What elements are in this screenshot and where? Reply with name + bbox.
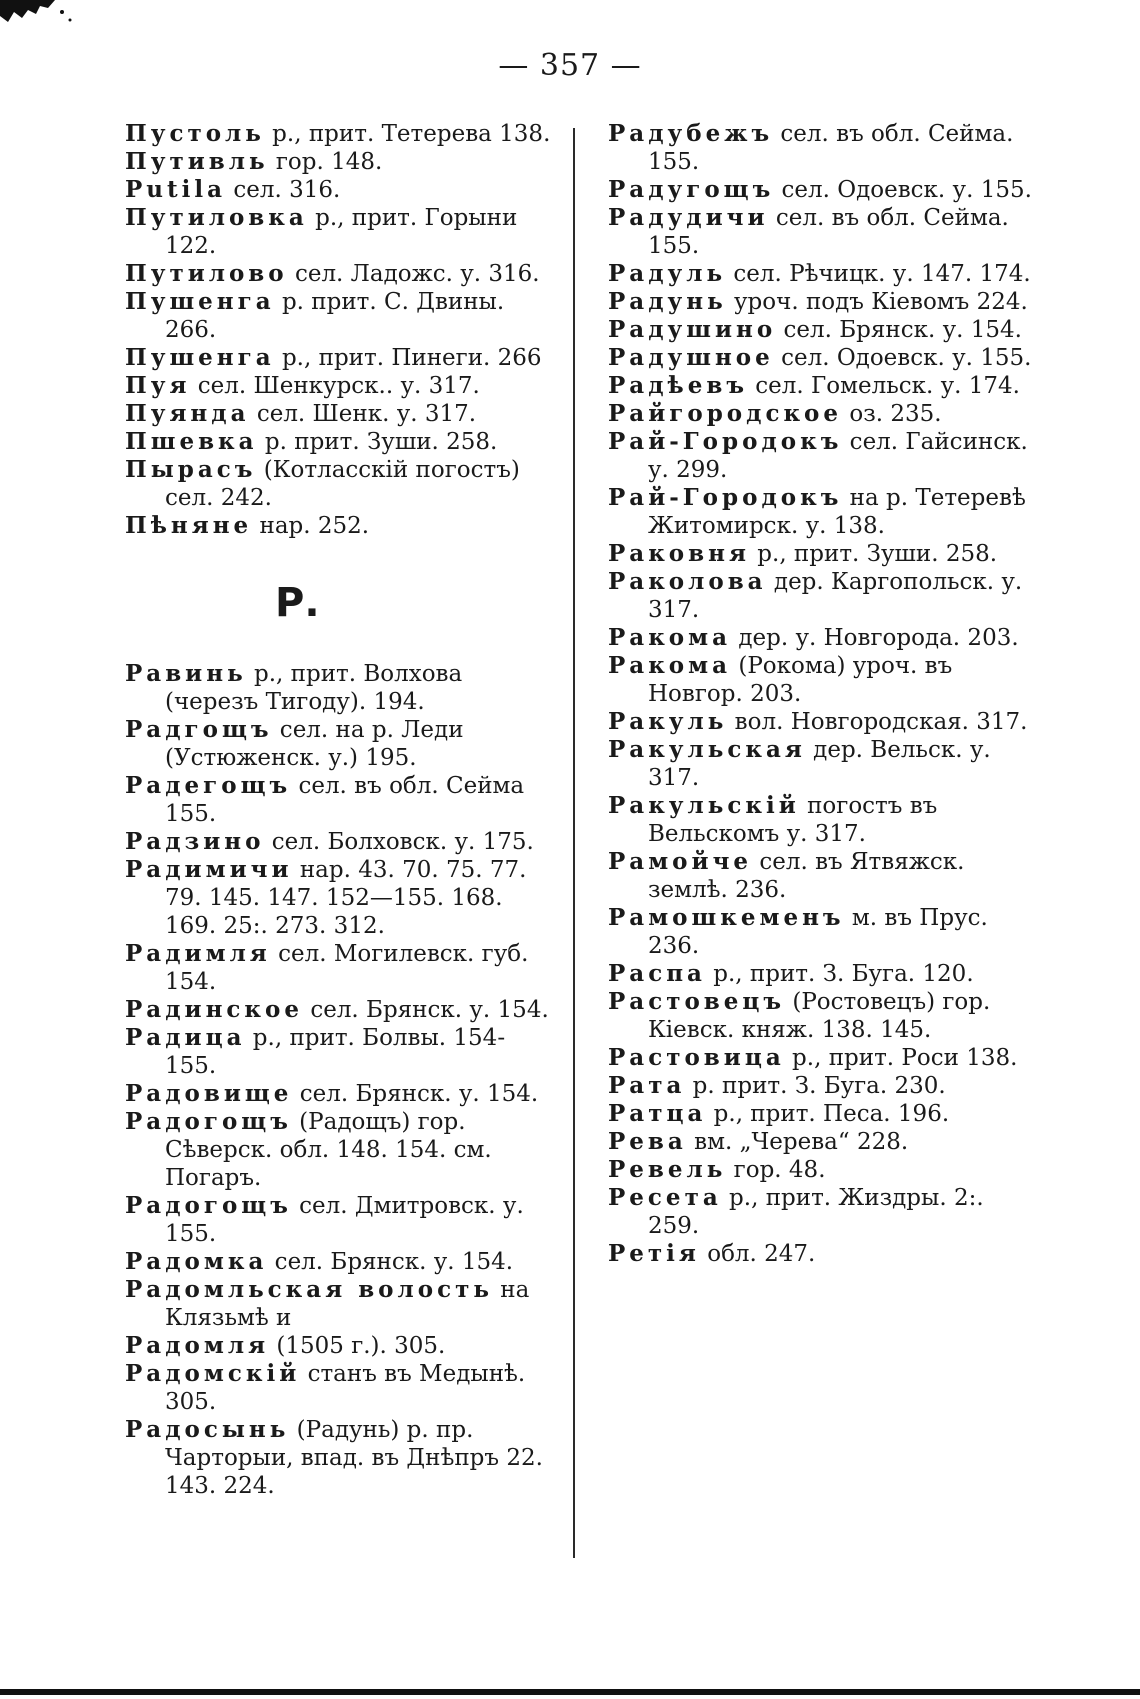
index-entry bbox=[125, 176, 555, 204]
headword: Радогощъ bbox=[125, 1192, 292, 1219]
entry-text: (1505 г.). 305. bbox=[269, 1333, 446, 1359]
index-entry bbox=[125, 1024, 555, 1080]
headword: Радогощъ bbox=[125, 1108, 292, 1135]
entry-text: сел. Гайсинск. у. 299. bbox=[648, 429, 1028, 483]
headword: Радзино bbox=[125, 828, 265, 855]
ink-blot bbox=[0, 0, 90, 40]
index-entry bbox=[608, 1072, 1038, 1100]
headword: Putila bbox=[125, 176, 227, 203]
entry-text: сел. Брянск. у. 154. bbox=[292, 1081, 539, 1107]
entry-text: р., прит. Песа. 196. bbox=[706, 1101, 950, 1127]
headword: Равинь bbox=[125, 660, 247, 687]
index-entry bbox=[608, 204, 1038, 260]
headword: Радушино bbox=[608, 316, 777, 343]
headword: Раколова bbox=[608, 568, 767, 595]
headword: Радимичи bbox=[125, 856, 293, 883]
index-entry bbox=[608, 652, 1038, 708]
headword: Радица bbox=[125, 1024, 246, 1051]
index-entry bbox=[608, 988, 1038, 1044]
index-entry bbox=[608, 1044, 1038, 1072]
headword: Радомка bbox=[125, 1248, 268, 1275]
entry-text: станъ въ Медынѣ. 305. bbox=[165, 1361, 526, 1415]
headword: Раковня bbox=[608, 540, 750, 567]
headword: Путивль bbox=[125, 148, 269, 175]
headword: Пушенга bbox=[125, 344, 275, 371]
entry-text: (Ростовецъ) гор. Кіевск. княж. 138. 145. bbox=[648, 989, 991, 1043]
entry-text: сел. Шенк. у. 317. bbox=[249, 401, 477, 427]
headword: Пушенга bbox=[125, 288, 275, 315]
entry-text: р. прит. Зуши. 258. bbox=[257, 429, 498, 455]
index-entry bbox=[608, 316, 1038, 344]
section-heading: Р. bbox=[275, 580, 320, 626]
index-entry bbox=[608, 400, 1038, 428]
entries-p-group bbox=[125, 120, 555, 540]
headword: Радунь bbox=[608, 288, 727, 315]
headword: Ракома bbox=[608, 652, 732, 679]
column-divider bbox=[573, 128, 575, 1558]
index-entry bbox=[608, 484, 1038, 540]
entry-text: р. прит. З. Буга. 230. bbox=[685, 1073, 946, 1099]
index-entry bbox=[125, 856, 555, 940]
index-entry bbox=[608, 624, 1038, 652]
headword: Ревель bbox=[608, 1156, 727, 1183]
entry-text: оз. 235. bbox=[842, 401, 942, 427]
index-entry bbox=[125, 1360, 555, 1416]
entry-text: на р. Тетеревѣ Житомирск. у. 138. bbox=[648, 485, 1026, 539]
index-entry bbox=[608, 1240, 1038, 1268]
headword: Ракуль bbox=[608, 708, 728, 735]
headword: Радгощъ bbox=[125, 716, 273, 743]
index-entry bbox=[608, 372, 1038, 400]
entry-text: (Радощъ) гор. Сѣверск. обл. 148. 154. см. Погаръ. bbox=[165, 1109, 492, 1191]
entry-text: р., прит. Пинеги. 266 bbox=[274, 345, 542, 371]
index-entry bbox=[608, 904, 1038, 960]
entry-text: дер. у. Новгорода. 203. bbox=[731, 625, 1019, 651]
entry-text: сел. Гомельск. у. 174. bbox=[747, 373, 1020, 399]
entry-text: (Котласскій погостъ) сел. 242. bbox=[165, 457, 520, 511]
headword: Растовецъ bbox=[608, 988, 786, 1015]
index-entry bbox=[125, 512, 555, 540]
index-entry bbox=[608, 428, 1038, 484]
entry-text: погостъ въ Вельскомъ у. 317. bbox=[648, 793, 938, 847]
entry-text: р., прит. З. Буга. 120. bbox=[705, 961, 974, 987]
headword: Пѣняне bbox=[125, 512, 253, 539]
headword: Радушное bbox=[608, 344, 774, 371]
entry-text: сел. Одоевск. у. 155. bbox=[773, 345, 1032, 371]
entry-text: дер. Вельск. у. 317. bbox=[648, 737, 991, 791]
index-entry bbox=[608, 792, 1038, 848]
entry-text: вол. Новгородская. 317. bbox=[727, 709, 1028, 735]
headword: Радовище bbox=[125, 1080, 293, 1107]
headword: Рай-Городокъ bbox=[608, 428, 843, 455]
entry-text: сел. Брянск. у. 154. bbox=[267, 1249, 514, 1275]
entry-text: сел. въ обл. Сейма 155. bbox=[165, 773, 525, 827]
entry-text: сел. въ обл. Сейма. 155. bbox=[648, 121, 1014, 175]
index-entry bbox=[125, 940, 555, 996]
index-entry bbox=[608, 736, 1038, 792]
index-entry bbox=[608, 260, 1038, 288]
entry-text: сел. Одоевск. у. 155. bbox=[774, 177, 1032, 203]
index-entry bbox=[125, 1108, 555, 1192]
index-entry bbox=[125, 1080, 555, 1108]
entry-text: гор. 148. bbox=[268, 149, 383, 175]
headword: Райгородское bbox=[608, 400, 843, 427]
index-entry bbox=[125, 120, 555, 148]
entry-text: сел. въ обл. Сейма. 155. bbox=[648, 205, 1009, 259]
headword: Пшевка bbox=[125, 428, 258, 455]
index-entry bbox=[125, 400, 555, 428]
index-entry bbox=[608, 1184, 1038, 1240]
headword: Ресета bbox=[608, 1184, 722, 1211]
entry-text: (Рокома) уроч. въ Новгор. 203. bbox=[648, 653, 953, 707]
entry-text: сел. Могилевск. губ. 154. bbox=[165, 941, 529, 995]
index-entry bbox=[608, 540, 1038, 568]
index-entry bbox=[125, 772, 555, 828]
headword: Рамойче bbox=[608, 848, 753, 875]
entry-text: вм. „Черева“ 228. bbox=[686, 1129, 909, 1155]
entry-text: обл. 247. bbox=[699, 1241, 816, 1267]
headword: Радимля bbox=[125, 940, 271, 967]
entry-text: сел. Болховск. у. 175. bbox=[264, 829, 534, 855]
entry-text: р., прит. Тетерева 138. bbox=[264, 121, 551, 147]
index-entry bbox=[125, 288, 555, 344]
headword: Рата bbox=[608, 1072, 686, 1099]
headword: Пырасъ bbox=[125, 456, 257, 483]
headword: Радугощъ bbox=[608, 176, 775, 203]
index-entry bbox=[125, 996, 555, 1024]
bottom-scan-edge bbox=[0, 1689, 1140, 1695]
entry-text: сел. 316. bbox=[226, 177, 341, 203]
headword: Пуя bbox=[125, 372, 191, 399]
headword: Радинское bbox=[125, 996, 304, 1023]
entry-text: дер. Каргопольск. у. 317. bbox=[648, 569, 1023, 623]
index-entry bbox=[608, 344, 1038, 372]
index-entry bbox=[125, 260, 555, 288]
entry-text: нар. 252. bbox=[252, 513, 370, 539]
page-number: — 357 — bbox=[498, 48, 642, 83]
headword: Ракульская bbox=[608, 736, 806, 763]
index-entry bbox=[125, 660, 555, 716]
index-entry bbox=[608, 1128, 1038, 1156]
entry-text: р., прит. Горыни 122. bbox=[165, 205, 518, 259]
entry-text: гор. 48. bbox=[726, 1157, 826, 1183]
index-entry bbox=[608, 708, 1038, 736]
index-entry bbox=[125, 1332, 555, 1360]
index-entry bbox=[125, 428, 555, 456]
headword: Радомльская волость bbox=[125, 1276, 493, 1303]
index-entry bbox=[125, 372, 555, 400]
entry-text: сел. Рѣчицк. у. 147. 174. bbox=[726, 261, 1031, 287]
headword: Ракома bbox=[608, 624, 732, 651]
entry-text: р. прит. С. Двины. 266. bbox=[165, 289, 505, 343]
entry-text: сел. Брянск. у. 154. bbox=[776, 317, 1022, 343]
headword: Радуль bbox=[608, 260, 727, 287]
headword: Ратца bbox=[608, 1100, 707, 1127]
headword: Радѣевъ bbox=[608, 372, 748, 399]
index-entry bbox=[125, 344, 555, 372]
entries-r-group bbox=[125, 660, 555, 1500]
entry-text: (Радунь) р. пр. Чарторыи, впад. въ Днѣпръ 22. 143. 224. bbox=[165, 1417, 543, 1499]
index-entry bbox=[125, 828, 555, 856]
index-entry bbox=[608, 120, 1038, 176]
index-entry bbox=[125, 1248, 555, 1276]
headword: Распа bbox=[608, 960, 706, 987]
index-entry bbox=[608, 176, 1038, 204]
entry-text: сел. Шенкурск.. у. 317. bbox=[190, 373, 480, 399]
entry-text: сел. Дмитровск. у. 155. bbox=[165, 1193, 524, 1247]
headword: Пустоль bbox=[125, 120, 265, 147]
entry-text: нар. 43. 70. 75. 77. 79. 145. 147. 152—155. 168. 169. 25:. 273. 312. bbox=[165, 857, 527, 939]
right-column bbox=[608, 120, 1038, 1268]
headword: Радосынь bbox=[125, 1416, 290, 1443]
headword: Радубежъ bbox=[608, 120, 774, 147]
index-entry bbox=[608, 568, 1038, 624]
headword: Рамошкеменъ bbox=[608, 904, 845, 931]
headword: Растовица bbox=[608, 1044, 785, 1071]
entry-text: р., прит. Болвы. 154-155. bbox=[165, 1025, 506, 1079]
entry-text: р., прит. Роси 138. bbox=[784, 1045, 1018, 1071]
index-entry bbox=[608, 1100, 1038, 1128]
index-entry bbox=[608, 848, 1038, 904]
headword: Радомля bbox=[125, 1332, 270, 1359]
headword: Ракульскій bbox=[608, 792, 800, 819]
index-entry bbox=[125, 716, 555, 772]
headword: Рева bbox=[608, 1128, 687, 1155]
index-entry bbox=[125, 456, 555, 512]
entry-text: уроч. подъ Кіевомъ 224. bbox=[726, 289, 1028, 315]
entry-text: р., прит. Зуши. 258. bbox=[749, 541, 998, 567]
entry-text: сел. Ладожс. у. 316. bbox=[287, 261, 540, 287]
entry-text: на Клязьмѣ и bbox=[165, 1277, 530, 1331]
index-entry bbox=[125, 1192, 555, 1248]
headword: Путилово bbox=[125, 260, 288, 287]
headword: Рай-Городокъ bbox=[608, 484, 843, 511]
index-entry bbox=[125, 1276, 555, 1332]
headword: Пуянда bbox=[125, 400, 250, 427]
headword: Ретія bbox=[608, 1240, 700, 1267]
index-entry bbox=[608, 960, 1038, 988]
headword: Путиловка bbox=[125, 204, 308, 231]
index-entry bbox=[125, 1416, 555, 1500]
headword: Радудичи bbox=[608, 204, 769, 231]
entry-text: р., прит. Жиздры. 2:. 259. bbox=[648, 1185, 984, 1239]
entry-text: м. въ Прус. 236. bbox=[648, 905, 988, 959]
headword: Радомскій bbox=[125, 1360, 301, 1387]
entry-text: р., прит. Волхова (черезъ Тигоду). 194. bbox=[165, 661, 463, 715]
index-entry bbox=[125, 148, 555, 176]
entry-text: сел. въ Ятвяжск. землѣ. 236. bbox=[648, 849, 965, 903]
entry-text: сел. Брянск. у. 154. bbox=[303, 997, 549, 1023]
headword: Радегощъ bbox=[125, 772, 292, 799]
left-column bbox=[125, 120, 555, 1500]
index-entry bbox=[608, 1156, 1038, 1184]
entry-text: сел. на р. Леди (Устюженск. у.) 195. bbox=[165, 717, 464, 771]
index-entry bbox=[608, 288, 1038, 316]
index-entry bbox=[125, 204, 555, 260]
